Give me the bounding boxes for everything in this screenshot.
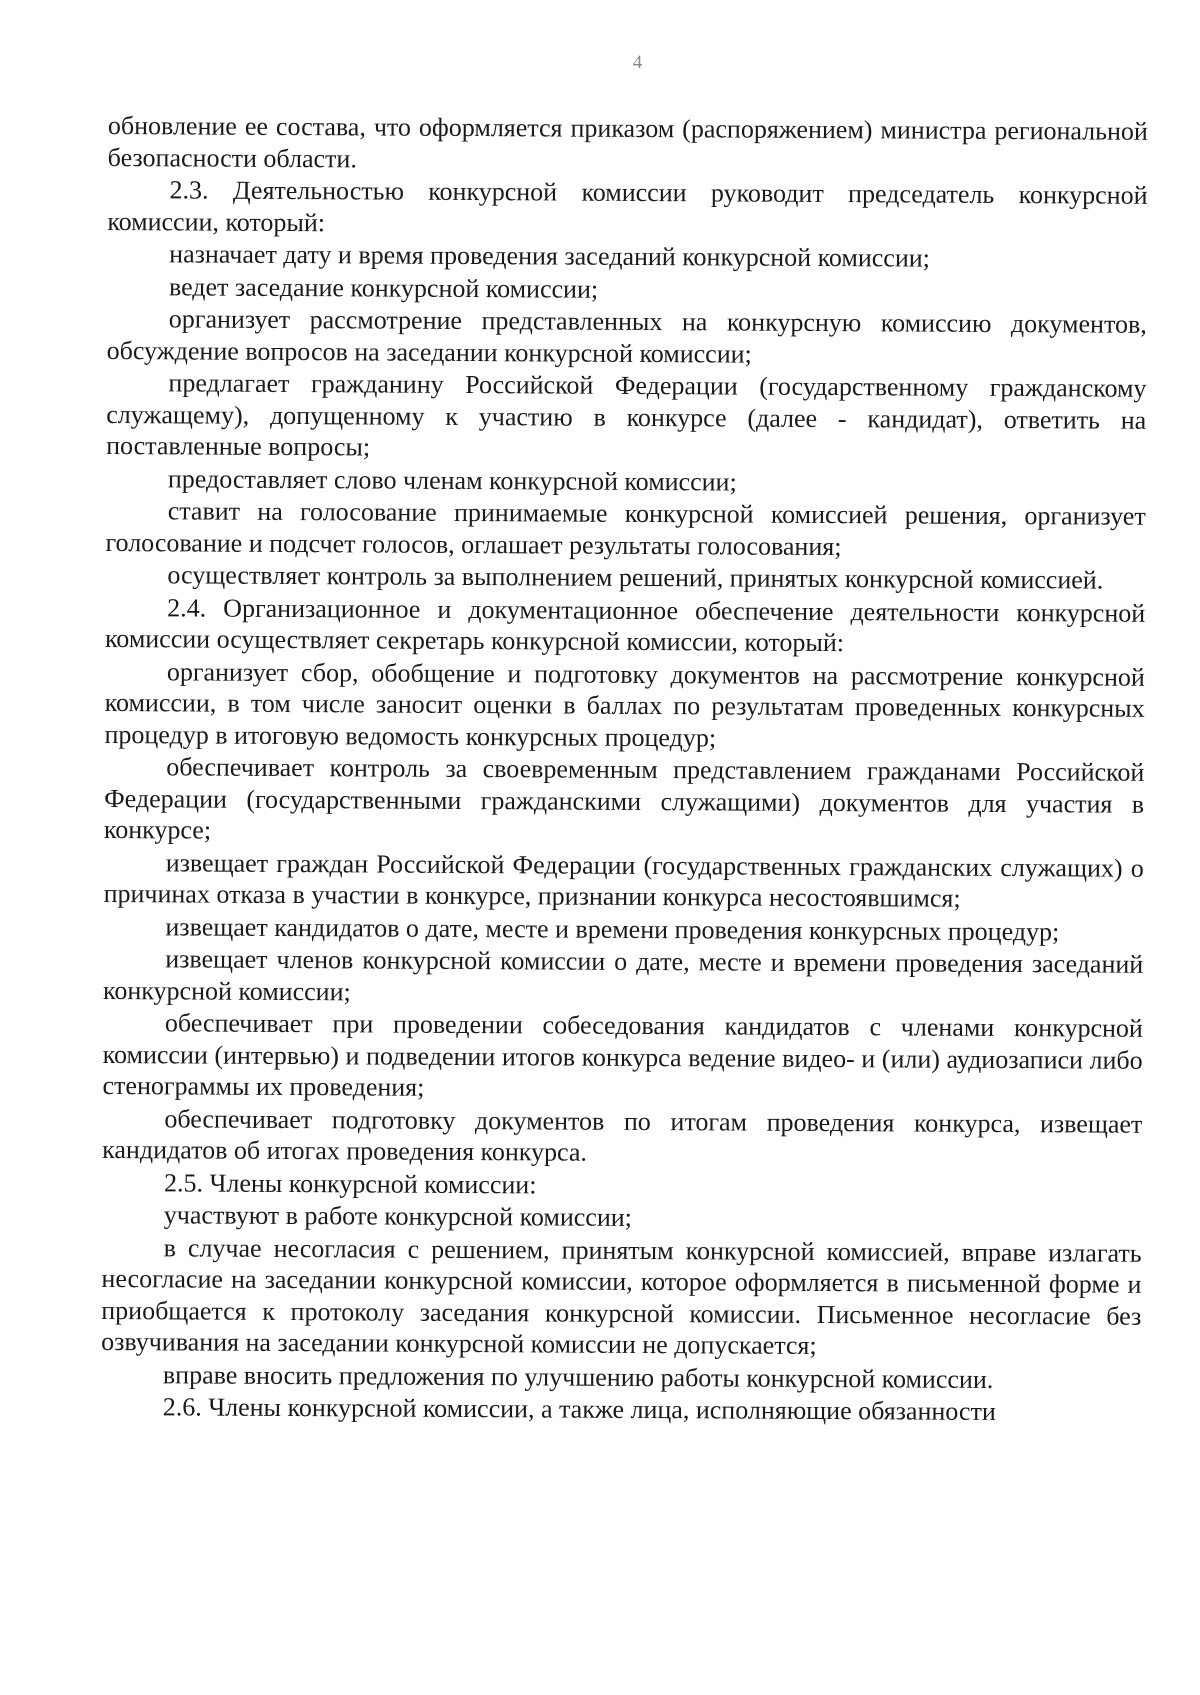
paragraph-chair-duty: ставит на голосование принимаемые конкурсной комиссией решения, организует голосование и подсчет голосов, оглашает результаты голосования; <box>105 496 1146 561</box>
paragraph-member-duty: вправе вносить предложения по улучшению работы конкурсной комиссии. <box>162 1359 994 1394</box>
paragraph-secretary-duty: извещает кандидатов о дате, месте и времени проведения конкурсных процедур; <box>165 911 1060 946</box>
paragraph-member-duty: участвуют в работе конкурсной комиссии; <box>163 1200 633 1232</box>
paragraph-chair-duty: назначает дату и время проведения заседаний конкурсной комиссии; <box>169 239 931 273</box>
paragraph-2-6: 2.6. Члены конкурсной комиссии, а также лица, исполняющие обязанности <box>162 1392 996 1426</box>
document-body <box>101 110 1148 1429</box>
paragraph-2-3: 2.3. Деятельностью конкурсной комиссии руководит председатель конкурсной комиссии, который: <box>107 175 1148 237</box>
page-number: 4 <box>632 52 643 73</box>
paragraph-chair-duty: организует рассмотрение представленных на конкурсную комиссию документов, обсуждение вопросов на заседании конкурсной комиссии; <box>106 304 1147 369</box>
paragraph-chair-duty: осуществляет контроль за выполнением решений, принятых конкурсной комиссией. <box>167 560 1104 595</box>
paragraph-chair-duty: предоставляет слово членам конкурсной комиссии; <box>167 463 737 497</box>
paragraph-2-4: 2.4. Организационное и документационное обеспечение деятельности конкурсной комиссии осуществляет секретарь конкурсной комиссии, который: <box>104 592 1146 658</box>
paragraph-secretary-duty: извещает граждан Российской Федерации (государственных гражданских служащих) о причинах отказа в участии в конкурсе, признании конкурса несостоявшимся; <box>103 847 1144 913</box>
paragraph-secretary-duty: обеспечивает контроль за своевременным представлением гражданами Российской Федерации (государственными гражданскими служащими) документов для участия в конкурсе; <box>103 752 1145 845</box>
paragraph-secretary-duty: обеспечивает при проведении собеседования кандидатов с членами конкурсной комиссии (интервью) и подведении итогов конкурса ведение видео- и (или) аудиозаписи либо стенограммы их проведения; <box>102 1008 1143 1102</box>
paragraph-member-duty: в случае несогласия с решением, принятым конкурсной комиссией, вправе излагать несогласие на заседании конкурсной комиссии, которое оформляется в письменной форме и приобщается к протоколу заседания конкурсной комиссии. Письменное несогласие без озвучивания на заседании конкурсной комиссии не допускается; <box>101 1232 1142 1360</box>
paragraph-secretary-duty: организует сбор, обобщение и подготовку документов на рассмотрение конкурсной комиссии, в том числе заносит оценки в баллах по результатам проведенных конкурсных процедур в итоговую ведомость конкурсных процедур; <box>104 656 1145 752</box>
paragraph-2-5: 2.5. Члены конкурсной комиссии: <box>163 1167 537 1199</box>
paragraph-secretary-duty: обеспечивает подготовку документов по итогам проведения конкурса, извещает кандидатов об итогах проведения конкурса. <box>102 1103 1143 1167</box>
paragraph-chair-duty: предлагает гражданину Российской Федерации (государственному гражданскому служащему), допущенному к участию в конкурсе (далее - кандидат), ответить на поставленные вопросы; <box>106 368 1147 462</box>
paragraph-secretary-duty: извещает членов конкурсной комиссии о дате, месте и времени проведения заседаний конкурсной комиссии; <box>103 944 1144 1006</box>
paragraph-continuation: обновление ее состава, что оформляется приказом (распоряжением) министра региональной безопасности области. <box>107 110 1148 173</box>
paragraph-chair-duty: ведет заседание конкурсной комиссии; <box>168 271 599 304</box>
